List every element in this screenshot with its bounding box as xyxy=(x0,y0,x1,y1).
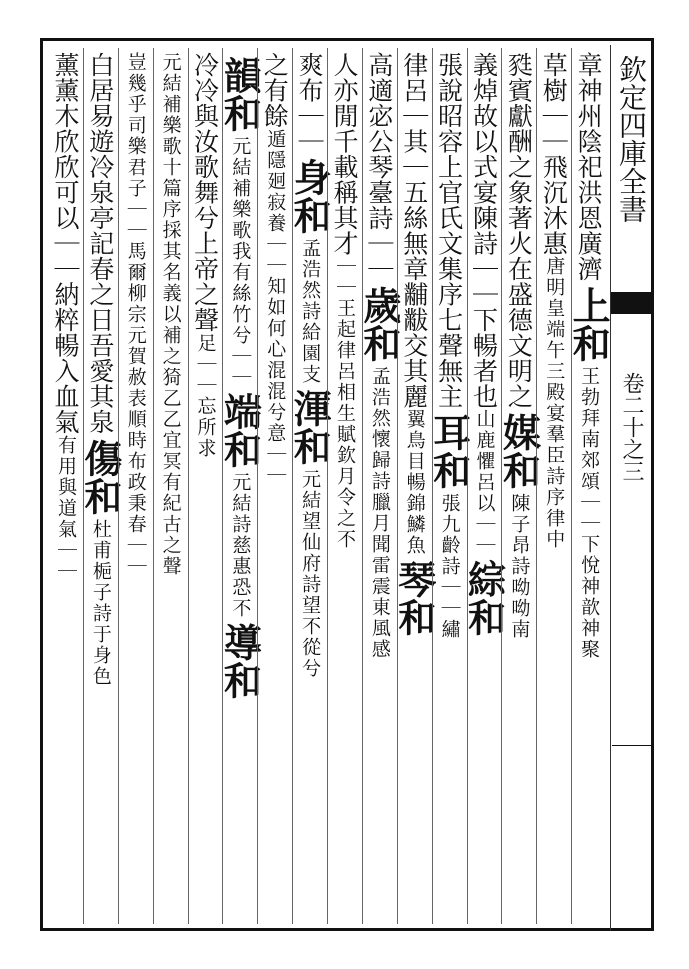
annotation-text: 元結補樂歌十篇序採其名義以補之猗乙乙宜冥有紀古之聲 xyxy=(159,52,182,577)
column-divider xyxy=(397,48,398,924)
annotation-text: 王勃拜南郊頌｜｜下悅神歆神聚 xyxy=(578,365,601,660)
body-text: 爽布｜｜ xyxy=(295,52,325,154)
column-divider xyxy=(501,48,502,924)
body-text: 張說昭容上官氏文集序七聲無主 xyxy=(434,52,464,409)
annotation-text: 元結詩慈惠恐不 xyxy=(229,472,252,619)
column-divider xyxy=(292,48,293,924)
volume-label: 卷二十之三 xyxy=(619,372,644,482)
text-column xyxy=(217,52,263,924)
entry-heading: 端和 xyxy=(217,392,263,468)
annotation-text: 翼鳥目暢錦鱗魚 xyxy=(403,409,426,556)
entry-heading: 歲和 xyxy=(356,285,402,362)
entry-heading: 綜和 xyxy=(461,560,507,636)
column-divider xyxy=(257,48,258,924)
text-column xyxy=(566,52,612,924)
text-column xyxy=(426,52,472,924)
annotation-text: 孟浩然懷歸詩臘月聞雷震東風感 xyxy=(368,365,391,660)
body-text: 甤賓獻酬之象著火在盛德文明之 xyxy=(504,52,534,409)
margin-fishtail xyxy=(611,292,654,312)
entry-heading: 導和 xyxy=(217,623,263,699)
body-text: 薰薰木欣欣可以｜｜納粹暢入血氣 xyxy=(50,52,80,435)
annotation-text: 唐明皇端午三殿宴羣臣詩序律中 xyxy=(543,256,566,550)
entry-heading: 渾和 xyxy=(287,389,333,465)
column-divider xyxy=(432,48,433,924)
text-column xyxy=(48,52,83,924)
body-text: 義焯故以式宴陳詩｜｜下暢者也 xyxy=(469,52,499,409)
column-divider xyxy=(571,48,572,924)
text-column xyxy=(391,52,437,924)
text-column xyxy=(356,52,402,924)
annotation-text: 遁隱㢠寂養｜｜ xyxy=(264,128,287,276)
entry-heading: 傷和 xyxy=(77,438,123,515)
body-text: 草樹｜｜飛沉沐惠 xyxy=(539,52,569,256)
column-divider xyxy=(153,48,154,924)
body-text: 章神州陰祀洪恩廣濟 xyxy=(574,52,604,282)
entry-heading: 琴和 xyxy=(391,560,437,636)
column-divider xyxy=(362,48,363,924)
annotation-text: 張九齡詩｜｜繡 xyxy=(438,493,461,640)
text-column xyxy=(153,52,188,924)
annotation-text: 元結補樂歌我有絲竹兮｜｜ xyxy=(229,136,252,388)
body-text: 白居易遊冷泉亭記春之日吾愛其泉 xyxy=(85,52,115,435)
annotation-text: 元結望仙府詩望不從兮 xyxy=(299,469,322,679)
text-column xyxy=(496,52,542,924)
column-divider xyxy=(467,48,468,924)
body-text: 之有餘 xyxy=(260,52,290,129)
annotation-text: 知如何心混混兮意｜｜ xyxy=(264,275,287,486)
annotation-text: 有用與道氣｜｜ xyxy=(54,434,77,582)
annotation-text: 足｜｜忘所求 xyxy=(194,332,217,459)
column-divider xyxy=(83,48,84,924)
text-column xyxy=(77,52,123,924)
column-divider xyxy=(188,48,189,924)
column-divider xyxy=(327,48,328,924)
text-column xyxy=(257,52,292,924)
annotation-text: 孟浩然詩給園支 xyxy=(299,238,322,385)
entry-heading: 身和 xyxy=(287,158,333,234)
entry-heading: 上和 xyxy=(566,285,612,362)
entry-heading: 耳和 xyxy=(426,413,472,489)
entry-heading: 媒和 xyxy=(496,413,542,489)
column-divider xyxy=(536,48,537,924)
text-column xyxy=(188,52,223,924)
annotation-text: 杜甫梔子詩于身色 xyxy=(89,518,112,687)
body-text: 冷冷與汝歌舞兮上帝之聲 xyxy=(190,52,220,333)
margin-rule xyxy=(612,745,654,746)
column-divider xyxy=(222,48,223,924)
margin-fishtail-lower xyxy=(611,312,654,334)
annotation-text: 豈幾乎司樂君子｜｜馬爾柳宗元賀赦表順時布政秉春｜｜ xyxy=(124,52,147,577)
annotation-text: ｜｜王起律呂相生賦欽月令之不 xyxy=(333,256,356,550)
annotation-text: 山鹿懼呂以｜｜ xyxy=(473,409,496,556)
column-divider xyxy=(118,48,119,924)
body-text: 律呂｜其｜五絲無章黼黻交其麗 xyxy=(399,52,429,409)
entry-heading: 韻和 xyxy=(217,56,263,132)
book-title: 欽定四庫全書 xyxy=(615,55,648,223)
text-column xyxy=(287,52,333,924)
body-text: 人亦閒千載稱其才 xyxy=(329,52,359,256)
body-text: 高適宓公琴臺詩｜｜ xyxy=(364,52,394,282)
annotation-text: 陳子昂詩呦呦南 xyxy=(508,493,531,640)
